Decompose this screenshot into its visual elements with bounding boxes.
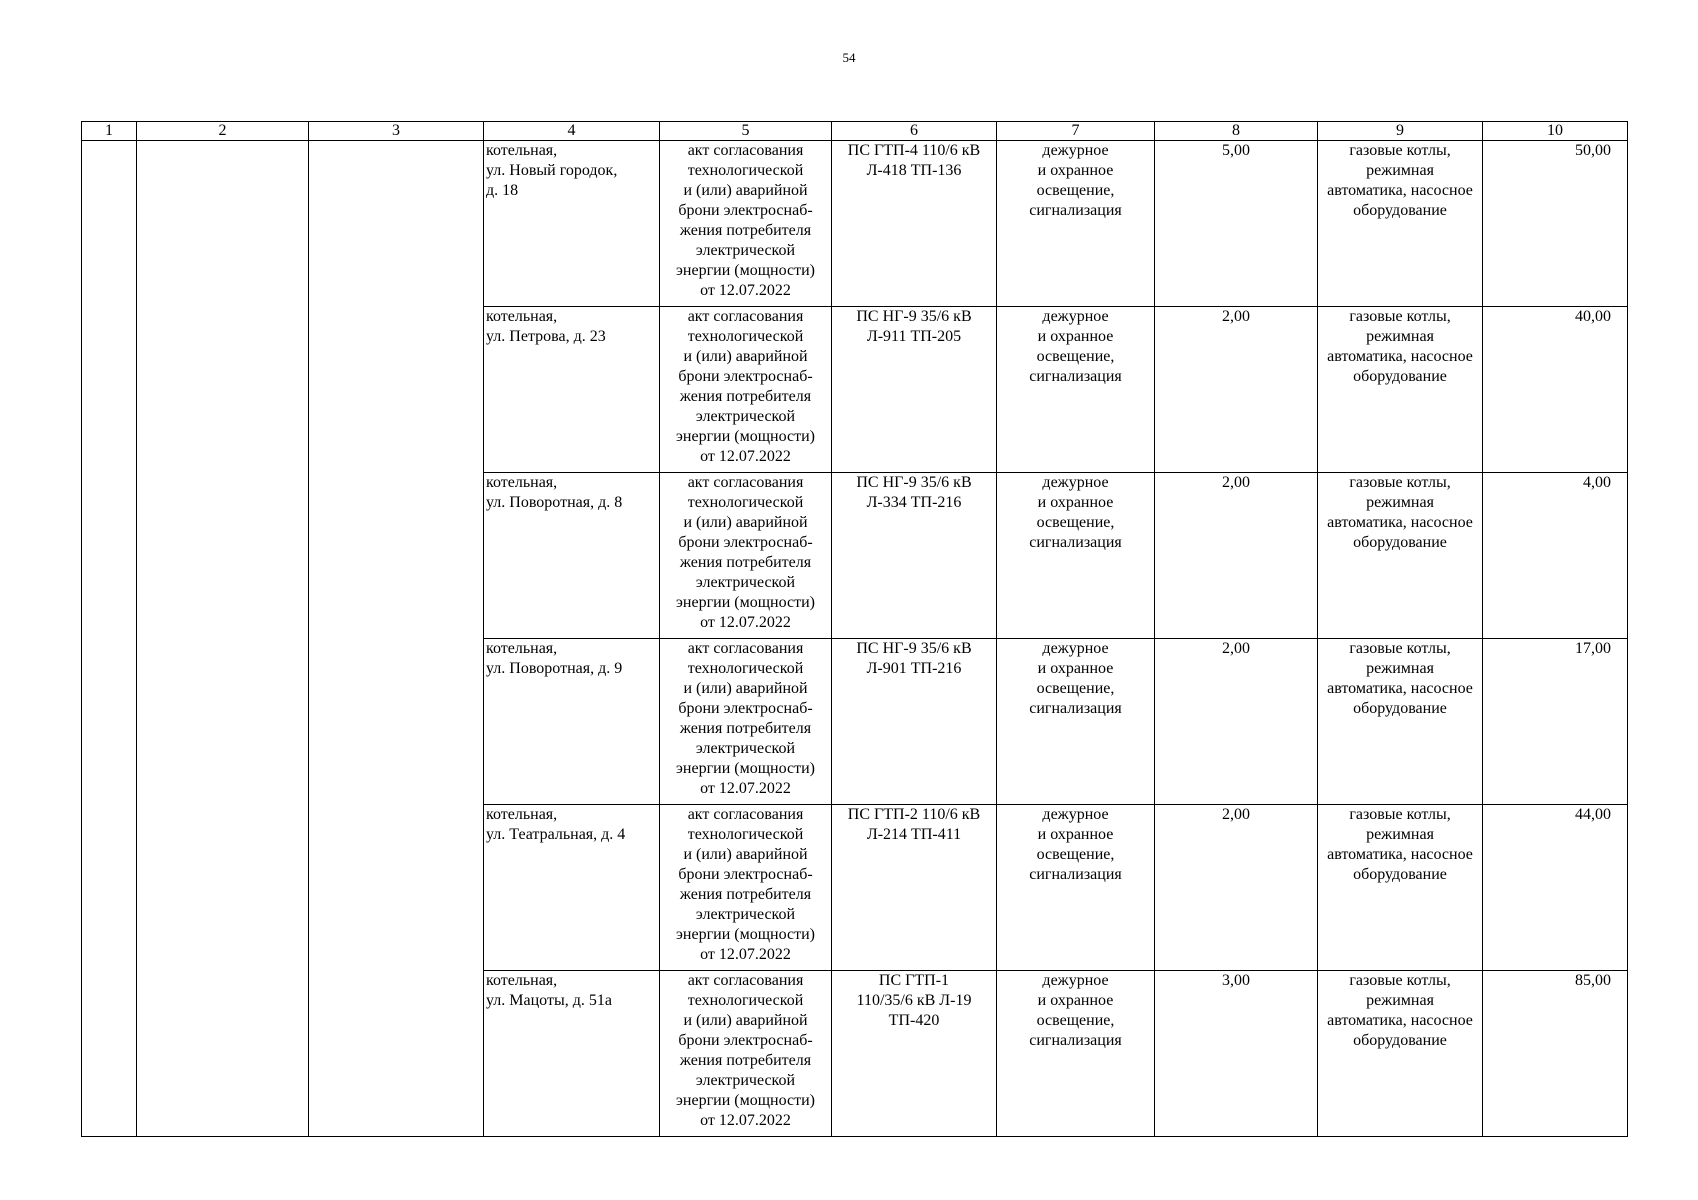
total-cell: 4,00 bbox=[1483, 473, 1628, 639]
total-cell: 85,00 bbox=[1483, 971, 1628, 1137]
document-cell: акт согласования технологической и (или) аварийной брони электроснаб- жения потребителя электрической энергии (мощности) от 12.07.2022 bbox=[660, 639, 832, 805]
power-cell: 2,00 bbox=[1155, 639, 1318, 805]
header-row bbox=[82, 122, 1628, 141]
object-cell: котельная, ул. Новый городок, д. 18 bbox=[484, 141, 660, 307]
source-cell: ПС ГТП-2 110/6 кВ Л-214 ТП-411 bbox=[832, 805, 997, 971]
document-cell: акт согласования технологической и (или) аварийной брони электроснаб- жения потребителя электрической энергии (мощности) от 12.07.2022 bbox=[660, 307, 832, 473]
column-header: 2 bbox=[137, 122, 309, 141]
empty-cell-col3 bbox=[309, 141, 484, 1137]
object-cell: котельная, ул. Мацоты, д. 51а bbox=[484, 971, 660, 1137]
empty-cell-col1 bbox=[82, 141, 137, 1137]
column-header: 4 bbox=[484, 122, 660, 141]
source-cell: ПС ГТП-1 110/35/6 кВ Л-19 ТП-420 bbox=[832, 971, 997, 1137]
equipment-cell: газовые котлы, режимная автоматика, насосное оборудование bbox=[1318, 141, 1483, 307]
document-cell: акт согласования технологической и (или) аварийной брони электроснаб- жения потребителя электрической энергии (мощности) от 12.07.2022 bbox=[660, 473, 832, 639]
object-cell: котельная, ул. Петрова, д. 23 bbox=[484, 307, 660, 473]
page-number: 54 bbox=[842, 50, 856, 65]
load-type-cell: дежурное и охранное освещение, сигнализация bbox=[997, 473, 1155, 639]
document-cell: акт согласования технологической и (или) аварийной брони электроснаб- жения потребителя электрической энергии (мощности) от 12.07.2022 bbox=[660, 971, 832, 1137]
source-cell: ПС ГТП-4 110/6 кВ Л-418 ТП-136 bbox=[832, 141, 997, 307]
source-cell: ПС НГ-9 35/6 кВ Л-901 ТП-216 bbox=[832, 639, 997, 805]
power-cell: 2,00 bbox=[1155, 307, 1318, 473]
empty-cell-col2 bbox=[137, 141, 309, 1137]
power-cell: 5,00 bbox=[1155, 141, 1318, 307]
load-type-cell: дежурное и охранное освещение, сигнализация bbox=[997, 639, 1155, 805]
equipment-cell: газовые котлы, режимная автоматика, насосное оборудование bbox=[1318, 307, 1483, 473]
column-header: 5 bbox=[660, 122, 832, 141]
total-cell: 50,00 bbox=[1483, 141, 1628, 307]
equipment-cell: газовые котлы, режимная автоматика, насосное оборудование bbox=[1318, 805, 1483, 971]
power-cell: 2,00 bbox=[1155, 805, 1318, 971]
load-type-cell: дежурное и охранное освещение, сигнализация bbox=[997, 971, 1155, 1137]
document-cell: акт согласования технологической и (или) аварийной брони электроснаб- жения потребителя электрической энергии (мощности) от 12.07.2022 bbox=[660, 141, 832, 307]
power-cell: 3,00 bbox=[1155, 971, 1318, 1137]
power-cell: 2,00 bbox=[1155, 473, 1318, 639]
total-cell: 17,00 bbox=[1483, 639, 1628, 805]
column-header: 8 bbox=[1155, 122, 1318, 141]
column-header: 1 bbox=[82, 122, 137, 141]
column-header: 3 bbox=[309, 122, 484, 141]
column-header: 10 bbox=[1483, 122, 1628, 141]
object-cell: котельная, ул. Поворотная, д. 8 bbox=[484, 473, 660, 639]
total-cell: 44,00 bbox=[1483, 805, 1628, 971]
load-type-cell: дежурное и охранное освещение, сигнализация bbox=[997, 141, 1155, 307]
data-table bbox=[81, 121, 1628, 1137]
source-cell: ПС НГ-9 35/6 кВ Л-911 ТП-205 bbox=[832, 307, 997, 473]
equipment-cell: газовые котлы, режимная автоматика, насосное оборудование bbox=[1318, 971, 1483, 1137]
object-cell: котельная, ул. Поворотная, д. 9 bbox=[484, 639, 660, 805]
equipment-cell: газовые котлы, режимная автоматика, насосное оборудование bbox=[1318, 473, 1483, 639]
object-cell: котельная, ул. Театральная, д. 4 bbox=[484, 805, 660, 971]
column-header: 6 bbox=[832, 122, 997, 141]
column-header: 7 bbox=[997, 122, 1155, 141]
equipment-cell: газовые котлы, режимная автоматика, насосное оборудование bbox=[1318, 639, 1483, 805]
table-row bbox=[82, 141, 1628, 307]
load-type-cell: дежурное и охранное освещение, сигнализация bbox=[997, 307, 1155, 473]
document-cell: акт согласования технологической и (или) аварийной брони электроснаб- жения потребителя электрической энергии (мощности) от 12.07.2022 bbox=[660, 805, 832, 971]
column-header: 9 bbox=[1318, 122, 1483, 141]
total-cell: 40,00 bbox=[1483, 307, 1628, 473]
load-type-cell: дежурное и охранное освещение, сигнализация bbox=[997, 805, 1155, 971]
source-cell: ПС НГ-9 35/6 кВ Л-334 ТП-216 bbox=[832, 473, 997, 639]
